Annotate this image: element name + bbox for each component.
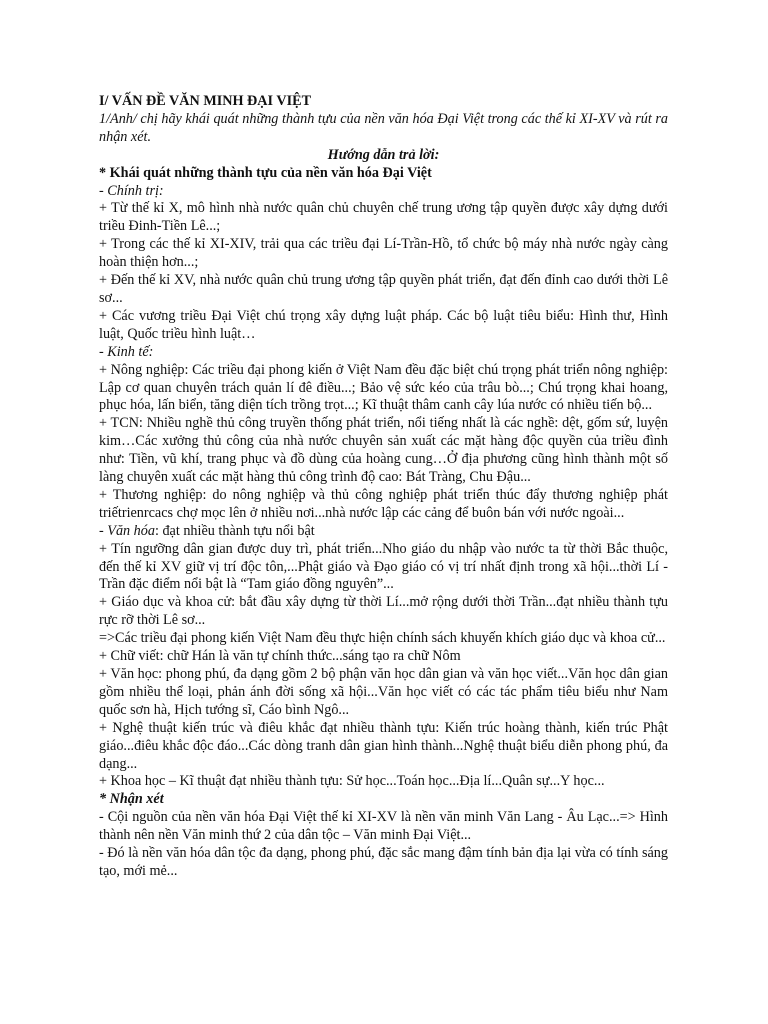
remarks-item: - Cội nguồn của nền văn hóa Đại Việt thế kỉ XI-XV là nền văn minh Văn Lang - Âu Lạc...=> Hình thành nên nền Văn minh thứ 2 của dân tộc – Văn minh Đại Việt... [99,809,668,844]
economy-item: + TCN: Nhiều nghề thủ công truyền thống phát triển, nổi tiếng nhất là các nghề: dệt, gốm sứ, luyện kim…Các xưởng thủ công của nhà nước chuyên sản xuất các mặt hàng độc quyền của triều đình như: Tiền, vũ khí, trang phục và đồ dùng của hoàng cung…Ở địa phương cũng hình thành một số làng chuyên xuất các mặt hàng thủ công trình độ cao: Bát Tràng, Chu Đậu... [99,415,668,486]
document-title: I/ VẤN ĐỀ VĂN MINH ĐẠI VIỆT [99,93,312,109]
culture-heading-rest: : đạt nhiều thành tựu nổi bật [154,522,315,539]
economy-item: + Thương nghiệp: do nông nghiệp và thủ công nghiệp phát triển thúc đẩy thương nghiệp phát triếtrienrcacs chợ mọc lên ở nhiều nơi...nhà nước lập các cảng để buôn bán với nước ngoài... [99,486,668,521]
culture-item: + Văn học: phong phú, đa dạng gồm 2 bộ phận văn học dân gian và văn học viết...Văn học dân gian gồm nhiều thể loại, phản ánh đời sống xã hội...Văn học viết có các tác phẩm tiêu biểu như Nam quốc sơn hà, Hịch tướng sĩ, Cáo bình Ngô... [99,666,668,718]
culture-item: + Chữ viết: chữ Hán là văn tự chính thức...sáng tạo ra chữ Nôm [99,648,461,665]
culture-item: + Giáo dục và khoa cử: bắt đầu xây dựng từ thời Lí...mở rộng dưới thời Trần...đạt nhiều thành tựu rực rỡ thời Lê sơ... [99,594,668,629]
question-text: 1/Anh/ chị hãy khái quát những thành tựu của nền văn hóa Đại Việt trong các thế kỉ XI-XV và rút ra nhận xét. [99,110,668,145]
culture-heading-label: - Văn hóa [99,522,155,539]
culture-item: + Tín ngưỡng dân gian được duy trì, phát triển...Nho giáo du nhập vào nước ta từ thời Bắc thuộc, đến thế kỉ XV giữ vị trí độc tôn,...Phật giáo và Đạo giáo có vị trí nhất định trong xã hội...thời Lí - Trần đặc điểm nổi bật là “Tam giáo đồng nguyên”... [99,540,668,593]
politics-item: + Từ thế kỉ X, mô hình nhà nước quân chủ chuyên chế trung ương tập quyền được xây dựng dưới triều Đinh-Tiền Lê...; [99,200,668,235]
document-page [99,93,668,881]
economy-item: + Nông nghiệp: Các triều đại phong kiến ở Việt Nam đều đặc biệt chú trọng phát triển nông nghiệp: Lập cơ quan chuyên trách quản lí đê điều...; Bảo vệ sức kéo của trâu bò...; Chú trọng khai hoang, phục hóa, lấn biển, tăng diện tích trồng trọt...; Kĩ thuật thâm canh cây lúa nước có nhiều tiến bộ... [99,361,668,414]
remarks-item: - Đó là nền văn hóa dân tộc đa dạng, phong phú, đặc sắc mang đậm tính bản địa lại vừa có tính sáng tạo, mới mẻ... [99,845,668,879]
remarks-heading: * Nhận xét [99,791,164,808]
culture-item: =>Các triều đại phong kiến Việt Nam đều thực hiện chính sách khuyến khích giáo dục và khoa cử... [99,630,666,647]
culture-item: + Khoa học – Kĩ thuật đạt nhiều thành tựu: Sử học...Toán học...Địa lí...Quân sự...Y học... [99,773,605,790]
economy-heading: - Kinh tế: [99,343,154,360]
section-heading: * Khái quát những thành tựu của nền văn hóa Đại Việt [99,164,432,181]
answer-heading: Hướng dẫn trả lời: [327,146,440,163]
politics-item: + Trong các thế kỉ XI-XIV, trải qua các triều đại Lí-Trần-Hồ, tổ chức bộ máy nhà nước ngày càng hoàn thiện hơn...; [99,236,668,271]
culture-item: + Nghệ thuật kiến trúc và điêu khắc đạt nhiều thành tựu: Kiến trúc hoàng thành, kiến trúc Phật giáo...điêu khắc độc đáo...Các dòng tranh dân gian hình thành...Nghệ thuật biểu diễn phong phú, đa dạng... [99,719,668,772]
politics-item: + Các vương triều Đại Việt chú trọng xây dựng luật pháp. Các bộ luật tiêu biểu: Hình thư, Hình luật, Quốc triều hình luật… [99,307,668,342]
culture-heading [99,523,668,541]
politics-item: + Đến thế kỉ XV, nhà nước quân chủ trung ương tập quyền phát triển, đạt đến đỉnh cao dưới thời Lê sơ... [99,272,668,306]
politics-heading: - Chính trị: [99,182,164,199]
